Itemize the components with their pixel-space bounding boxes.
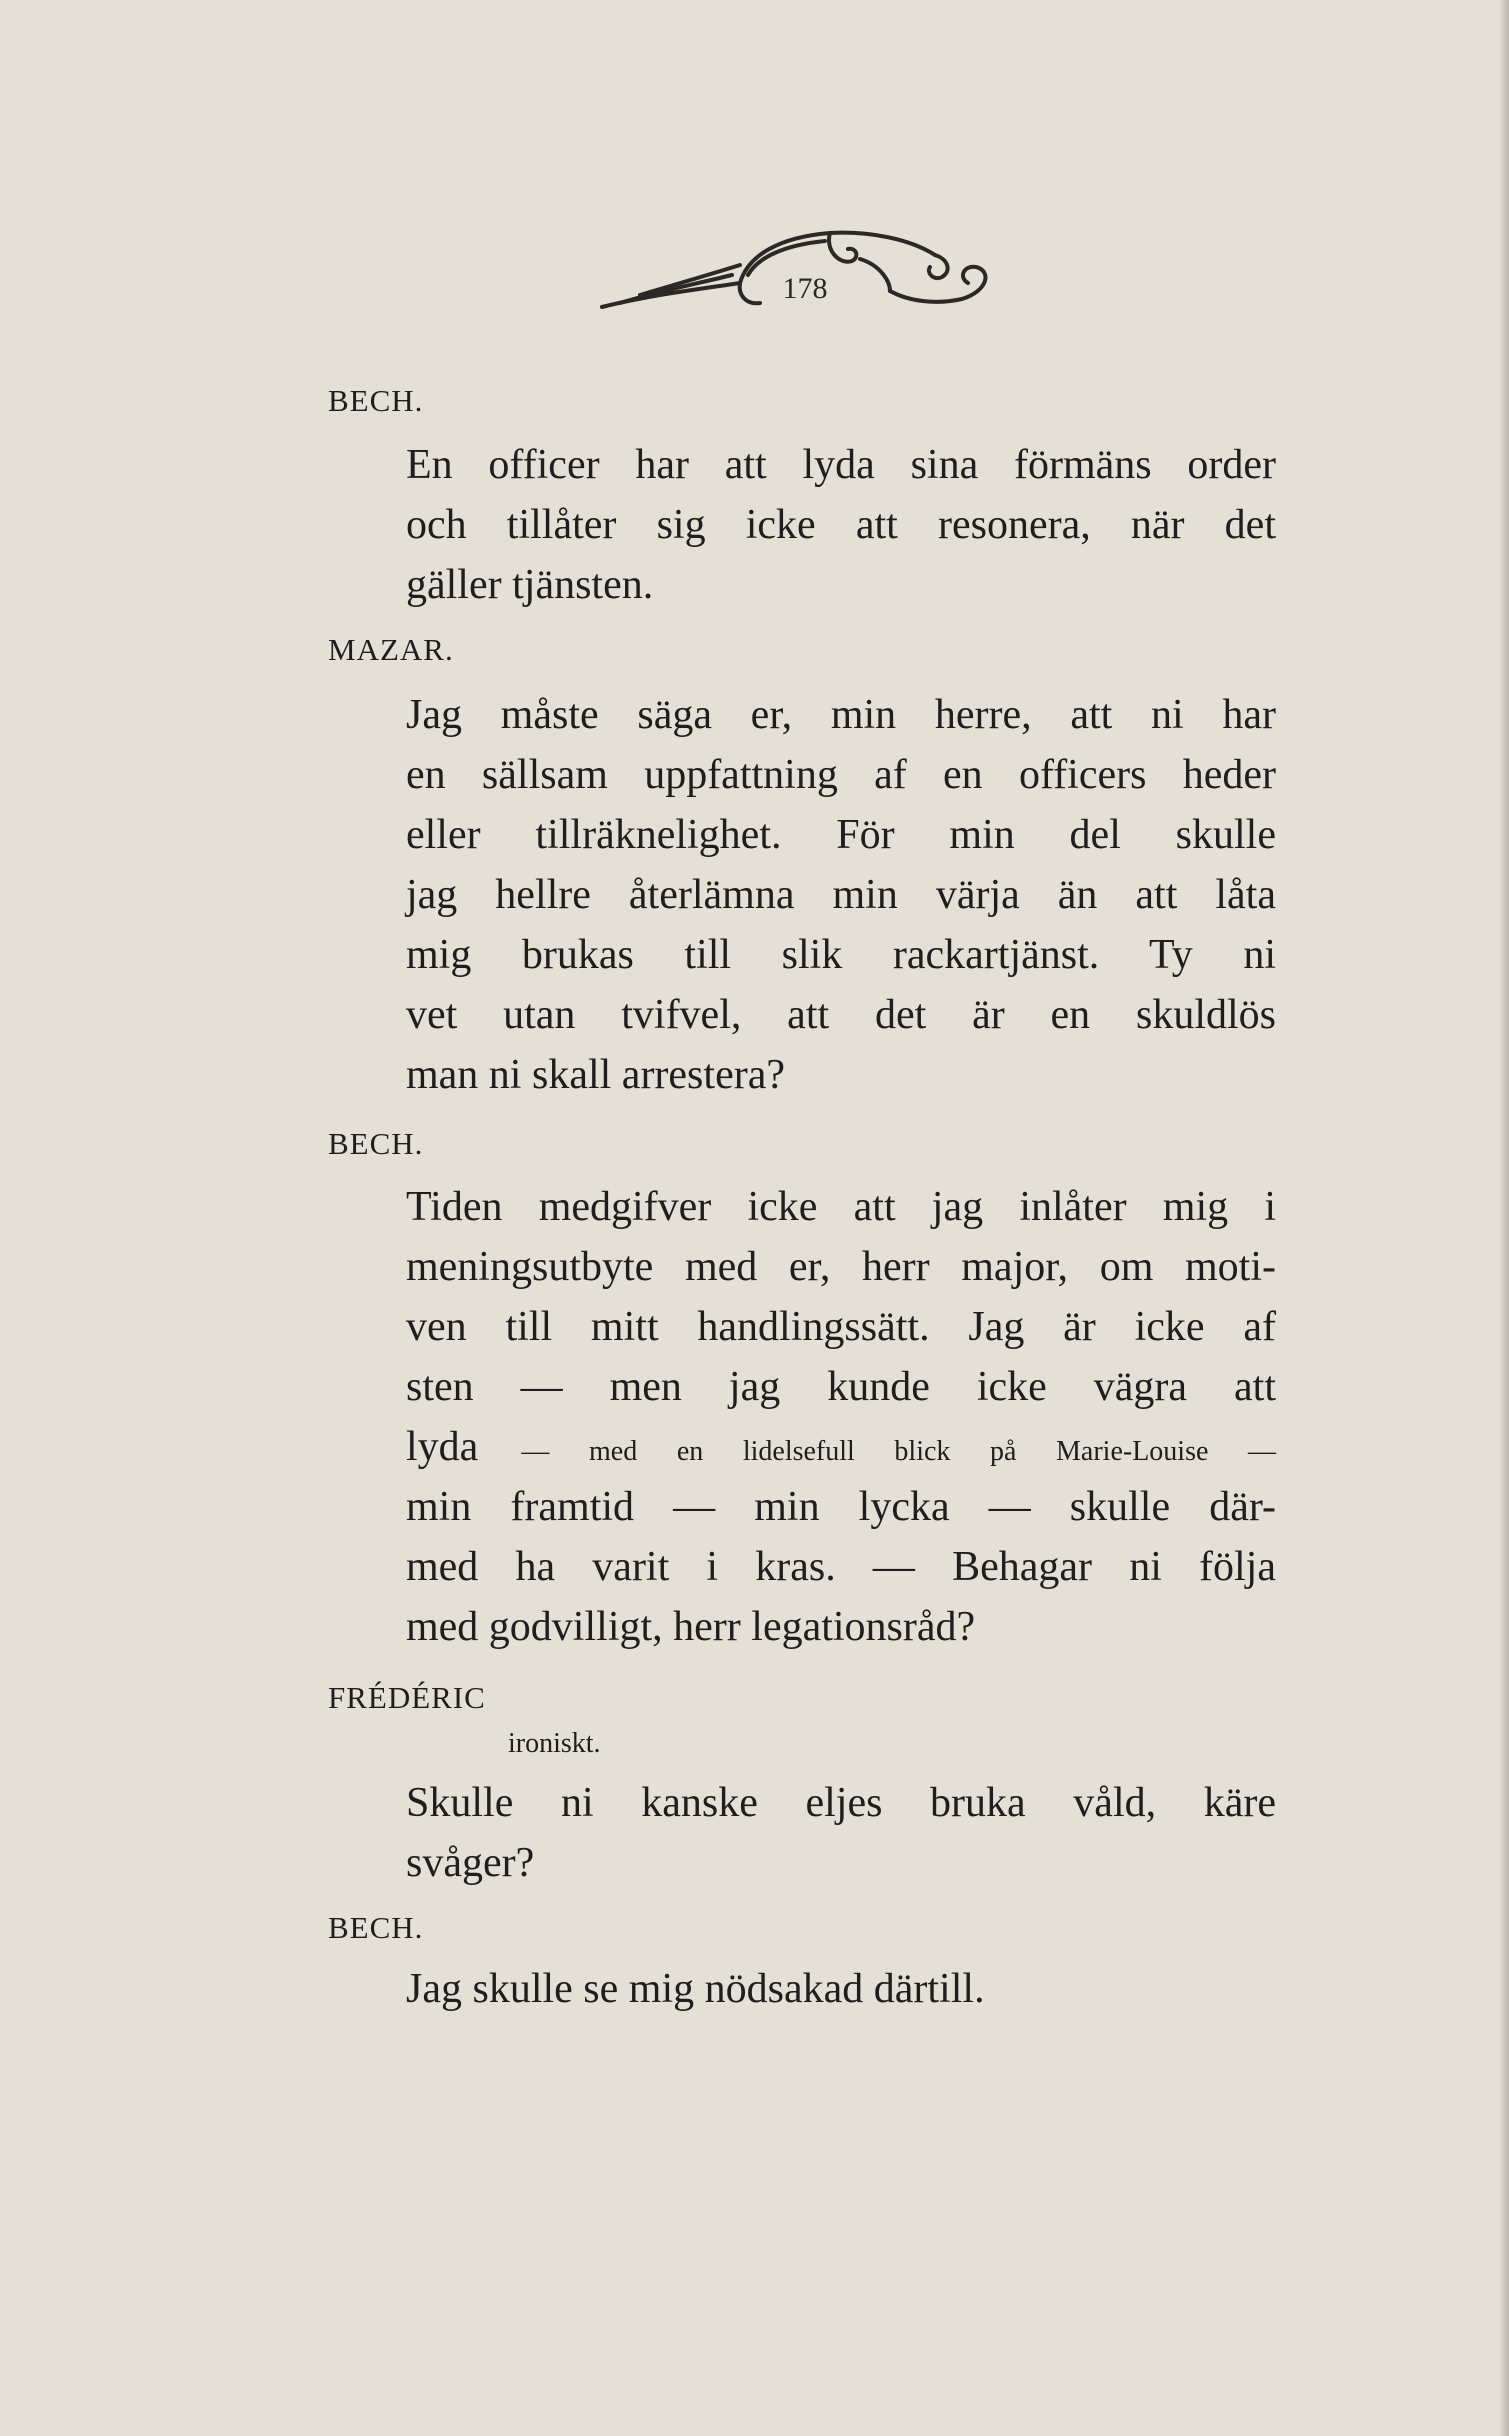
- dialogue-line: Tiden medgifver icke att jag inlåter mig i: [406, 1184, 1276, 1230]
- dialogue-line: ven till mitt handlingssätt. Jag är icke af: [406, 1304, 1276, 1350]
- dialogue-line: gäller tjänsten.: [406, 562, 654, 608]
- dialogue-line: en sällsam uppfattning af en officers heder: [406, 752, 1276, 798]
- dialogue-line: med ha varit i kras. — Behagar ni följa: [406, 1544, 1276, 1590]
- speaker-name: BECH.: [328, 1126, 424, 1161]
- dialogue-line: eller tillräknelighet. För min del skulle: [406, 812, 1276, 858]
- dialogue-line: svåger?: [406, 1840, 535, 1886]
- speaker-name: BECH.: [328, 383, 424, 418]
- dialogue-line: Jag måste säga er, min herre, att ni har: [406, 692, 1276, 738]
- speaker-name: MAZAR.: [328, 632, 454, 667]
- stage-direction: ironiskt.: [508, 1728, 601, 1759]
- page-number: 178: [782, 272, 828, 305]
- stage-direction-inline: — med en lidelsefull blick på Marie-Louise —: [521, 1436, 1276, 1467]
- dialogue-line: och tillåter sig icke att resonera, när det: [406, 502, 1276, 548]
- dialogue-line: Skulle ni kanske eljes bruka våld, käre: [406, 1780, 1276, 1826]
- dialogue-line: sten — men jag kunde icke vägra att: [406, 1364, 1276, 1410]
- dialogue-line: En officer har att lyda sina förmäns order: [406, 442, 1276, 488]
- dialogue-line: meningsutbyte med er, herr major, om moti-: [406, 1244, 1276, 1290]
- page-edge: [1499, 0, 1509, 2436]
- dialogue-line: med godvilligt, herr legationsråd?: [406, 1604, 976, 1650]
- dialogue-line: mig brukas till slik rackartjänst. Ty ni: [406, 932, 1276, 978]
- dialogue-line: jag hellre återlämna min värja än att låta: [406, 872, 1276, 918]
- dialogue-line: Jag skulle se mig nödsakad därtill.: [406, 1966, 985, 2012]
- speaker-name: FRÉDÉRIC: [328, 1680, 486, 1715]
- dialogue-line: man ni skall arrestera?: [406, 1052, 785, 1098]
- dialogue-fragment: lyda: [406, 1424, 479, 1470]
- mixed-dialogue-line: [406, 1422, 1276, 1477]
- dialogue-line: vet utan tvifvel, att det är en skuldlös: [406, 992, 1276, 1038]
- dialogue-line: min framtid — min lycka — skulle där-: [406, 1484, 1276, 1530]
- speaker-name: BECH.: [328, 1910, 424, 1945]
